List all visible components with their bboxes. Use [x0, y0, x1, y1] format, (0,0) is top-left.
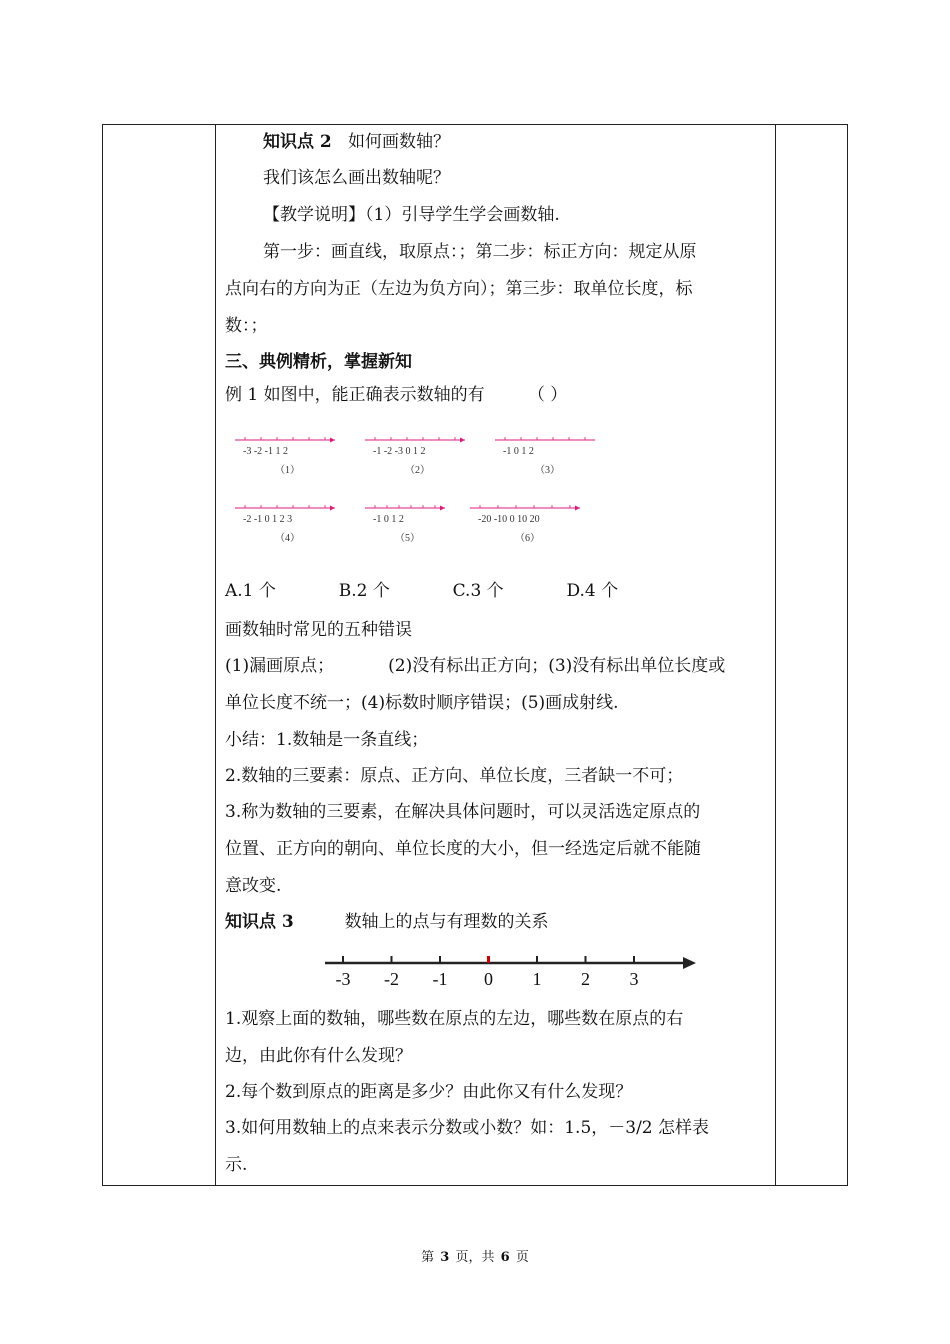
kp3-title: 知识点 3 — [225, 912, 294, 932]
axis-label: -2 — [384, 969, 399, 989]
example-stem — [225, 384, 567, 406]
example-figures — [235, 430, 615, 548]
axis-label: 2 — [581, 969, 590, 989]
figure-caption: （6） — [515, 533, 540, 544]
errors-line1: (1)漏画原点； (2)没有标出正方向；(3)没有标出单位长度或 — [225, 656, 726, 676]
footer-prefix: 第 — [421, 1250, 435, 1265]
summary-1: 小结：1.数轴是一条直线； — [225, 730, 429, 750]
kp2-heading — [263, 131, 450, 153]
summary-3c: 意改变. — [225, 876, 282, 896]
axis-label: 0 — [484, 969, 493, 989]
figure-arrow — [575, 506, 580, 511]
figure-caption: （5） — [395, 533, 420, 544]
footer-middle: 页，共 — [455, 1250, 495, 1265]
footer-suffix: 页 — [515, 1250, 529, 1265]
figure-tick-labels: -20 -10 0 10 20 — [478, 514, 540, 525]
page-total: 6 — [500, 1250, 510, 1265]
kp2-line1: 我们该怎么画出数轴呢？ — [263, 168, 450, 188]
table-divider-left — [215, 125, 216, 1185]
figure-arrow — [440, 506, 445, 511]
question-3b: 示. — [225, 1155, 248, 1175]
number-line — [305, 945, 705, 991]
errors-title: 画数轴时常见的五种错误 — [225, 620, 412, 640]
axis-label: 1 — [532, 969, 542, 989]
kp2-step-c: 数：； — [225, 316, 268, 336]
axis-label: -3 — [335, 969, 351, 989]
kp2-question: 如何画数轴？ — [347, 132, 450, 152]
axis-label: 3 — [629, 969, 639, 989]
answer-blank: （ ） — [527, 385, 568, 405]
summary-3a: 3.称为数轴的三要素，在解决具体问题时，可以灵活选定原点的 — [225, 802, 701, 822]
figure-caption: （3） — [535, 465, 560, 476]
question-2: 2.每个数到原点的距离是多少？由此你又有什么发现？ — [225, 1082, 633, 1102]
kp3-heading — [225, 911, 549, 933]
figure-arrow — [330, 438, 335, 443]
figure-tick-labels: -2 -1 0 1 2 3 — [243, 514, 293, 525]
question-1a: 1.观察上面的数轴，哪些数在原点的左边，哪些数在原点的右 — [225, 1009, 684, 1029]
lesson-table — [102, 124, 848, 1186]
kp2-step-b: 点向右的方向为正（左边为负方向）；第三步：取单位长度，标 — [225, 279, 693, 299]
figure-arrow — [460, 438, 465, 443]
figure-4 — [235, 505, 335, 544]
errors-line2: 单位长度不统一；(4)标数时顺序错误；(5)画成射线. — [225, 693, 619, 713]
kp3-text: 数轴上的点与有理数的关系 — [344, 912, 549, 932]
example-options — [225, 580, 618, 602]
axis-label: -1 — [432, 969, 448, 989]
figure-tick-labels: -1 -2 -3 0 1 2 — [373, 446, 426, 457]
option-c: C.3 个 — [452, 581, 504, 601]
axis-arrow — [683, 957, 696, 969]
option-a: A.1 个 — [225, 581, 276, 601]
section-heading: 三、典例精析，掌握新知 — [225, 352, 412, 372]
option-d: D.4 个 — [566, 581, 619, 601]
figure-5 — [365, 505, 445, 544]
example-stem-text: 例 1 如图中，能正确表示数轴的有 — [225, 385, 485, 405]
figure-caption: （2） — [405, 465, 430, 476]
question-1b: 边，由此你有什么发现？ — [225, 1046, 412, 1066]
kp2-step-a: 第一步：画直线，取原点：；第二步：标正方向：规定从原 — [263, 242, 697, 262]
figure-3 — [495, 437, 595, 476]
kp2-note: 【教学说明】（1）引导学生学会画数轴. — [263, 205, 560, 225]
figure-6 — [470, 505, 580, 544]
figure-caption: （4） — [275, 533, 300, 544]
page-footer — [0, 1246, 950, 1265]
figure-1 — [235, 437, 335, 476]
figure-tick-labels: -3 -2 -1 1 2 — [243, 446, 288, 457]
figure-caption: （1） — [275, 465, 300, 476]
page-number: 3 — [440, 1250, 450, 1265]
figure-arrow — [330, 506, 335, 511]
option-b: B.2 个 — [338, 581, 390, 601]
kp2-title: 知识点 2 — [263, 132, 332, 152]
figure-tick-labels: -1 0 1 2 — [503, 446, 534, 457]
table-divider-right — [775, 125, 776, 1185]
summary-3b: 位置、正方向的朝向、单位长度的大小，但一经选定后就不能随 — [225, 839, 701, 859]
summary-2: 2.数轴的三要素：原点、正方向、单位长度，三者缺一不可； — [225, 766, 684, 786]
question-3a: 3.如何用数轴上的点来表示分数或小数？如：1.5，－3/2 怎样表 — [225, 1118, 710, 1138]
figure-tick-labels: -1 0 1 2 — [373, 514, 404, 525]
figure-2 — [365, 437, 465, 476]
